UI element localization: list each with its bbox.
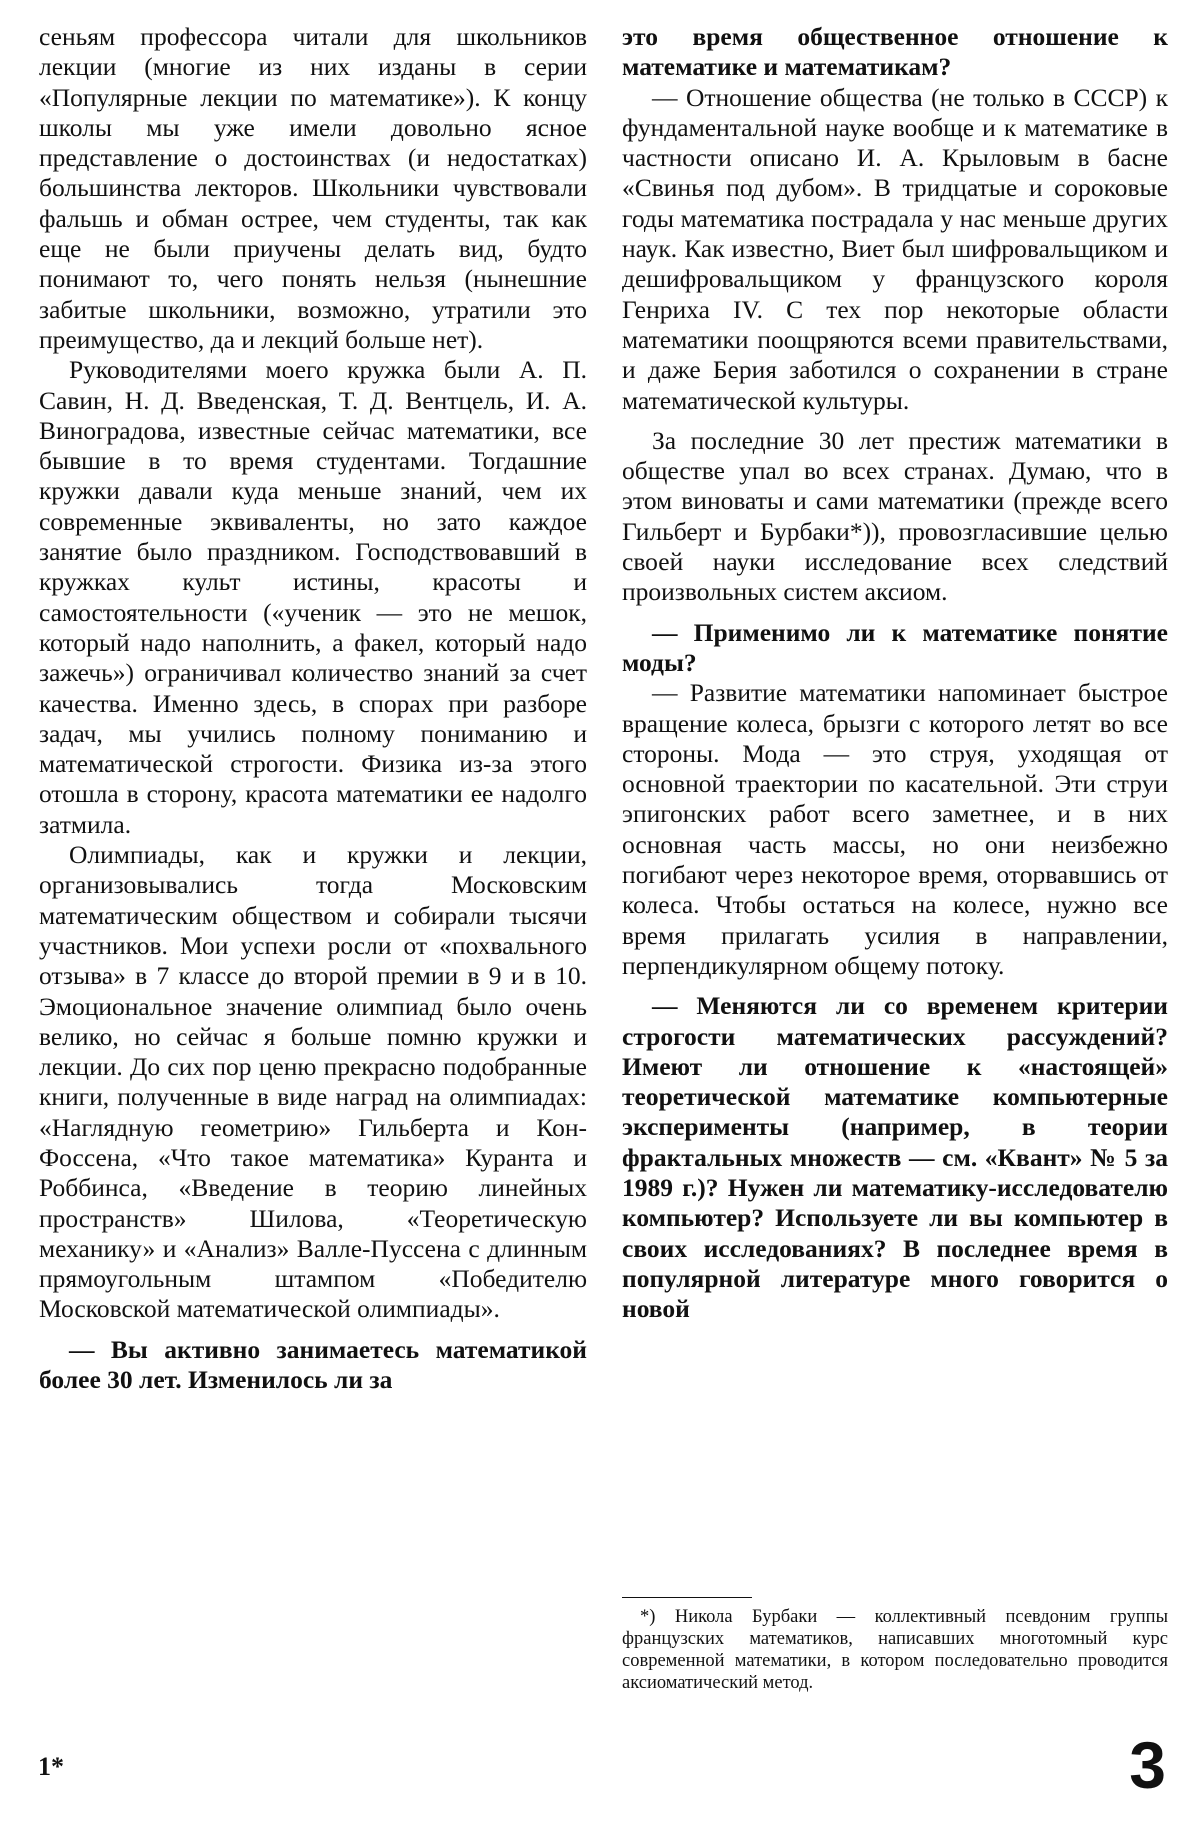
page-number: 3 [1129,1728,1166,1802]
paragraph-olympiads: Олимпиады, как и кружки и лекции, организовывались тогда Московским математическим обществом и собирали тысячи участников. Мои успехи росли от «похвального отзыва» в 7 классе до второй премии в 9 и в 10. Эмоциональное значение олимпиад было очень велико, но сейчас я больше помню кружки и лекции. До сих пор ценю прекрасно подобранные книги, полученные в виде наград на олимпиадах: «Наглядную геометрию» Гильберта и Кон-Фоссена, «Что такое математика» Куранта и Роббинса, «Введение в теорию линейных пространств» Шилова, «Теоретическую механику» и «Анализ» Валле-Пуссена с длинным прямоугольным штампом «Победителю Московской математической олимпиады». [39,840,587,1324]
answer-prestige: За последние 30 лет престиж математики в обществе упал во всех странах. Думаю, что в этом виноваты и сами математики (прежде всего Гильберт и Бурбаки*)), провозгласившие целью своей науки исследование всех следствий произвольных систем аксиом. [622,425,1168,607]
question-fashion: — Применимо ли к математике понятие моды? [622,617,1168,677]
paragraph-math-circle: Руководителями моего кружка были А. П. Савин, Н. Д. Введенская, Т. Д. Вентцель, И. А. Виноградова, известные сейчас математики, все бывшие в то время студентами. Тогдашние кружки давали куда меньше знаний, чем их современные эквиваленты, но зато каждое занятие было праздником. Господствовавший в кружках культ истины, красоты и самостоятельности («ученик — это не мешок, который надо наполнить, а факел, который надо зажечь») ограничивал количество знаний за счет качества. Именно здесь, в спорах при разборе задач, мы учились полному пониманию и математической строгости. Физика из-за этого отошла в сторону, красота математики ее надолго затмила. [39,355,587,839]
answer-fashion: — Развитие математики напоминает быстрое вращение колеса, брызги с которого летят во все стороны. Мода — это струя, уходящая от основной траектории по касательной. Эти струи эпигонских работ всего заметнее, и в них основная часть массы, но они неизбежно погибают через некоторое время, оторвавшись от колеса. Чтобы остаться на колесе, нужно все время прилагать усилия в направлении, перпендикулярном общему потоку. [622,678,1168,980]
paragraph-lectures: сеньям профессора читали для школьников лекции (многие из них изданы в серии «Популярные лекции по математике»). К концу школы мы уже имели довольно ясное представление о достоинствах (и недостатках) большинства лекторов. Школьники чувствовали фальшь и обман острее, чем студенты, так как еще не были приучены делать вид, будто понимают то, чего понять нельзя (нынешние забитые школьники, возможно, утратили это преимущество, да и лекций больше нет). [39,22,587,354]
footnote-divider [622,1597,752,1598]
signature-mark: 1* [38,1752,64,1781]
right-column [622,22,1168,1324]
left-column [39,22,587,1395]
question-rigor-computers: — Меняются ли со временем критерии строгости математических рассуждений? Имеют ли отношение к «настоящей» теоретической математике компьютерные эксперименты (например, в теории фрактальных множеств — см. «Квант» № 5 за 1989 г.)? Нужен ли математику-исследователю компьютер? Используете ли вы компьютер в своих исследованиях? В последнее время в популярной литературе много говорится о новой [622,991,1168,1324]
question-public-attitude: — Вы активно занимаетесь математикой более 30 лет. Изменилось ли за [39,1334,587,1395]
answer-public-attitude: — Отношение общества (не только в СССР) к фундаментальной науке вообще и к математике в частности описано И. А. Крыловым в басне «Свинья под дубом». В тридцатые и сороковые годы математика пострадала у нас меньше других наук. Как известно, Виет был шифровальщиком и дешифровальщиком у французского короля Генриха IV. С тех пор некоторые области математики поощряются всеми правительствами, и даже Берия заботился о сохранении в стране математической культуры. [622,82,1168,415]
footnote [622,1606,1168,1694]
question-public-attitude-continued: это время общественное отношение к математике и математикам? [622,22,1168,82]
footnote-text: *) Никола Бурбаки — коллективный псевдоним группы французских математиков, написавших многотомный курс современной математики, в котором последовательно проводится аксиоматический метод. [622,1607,1168,1693]
